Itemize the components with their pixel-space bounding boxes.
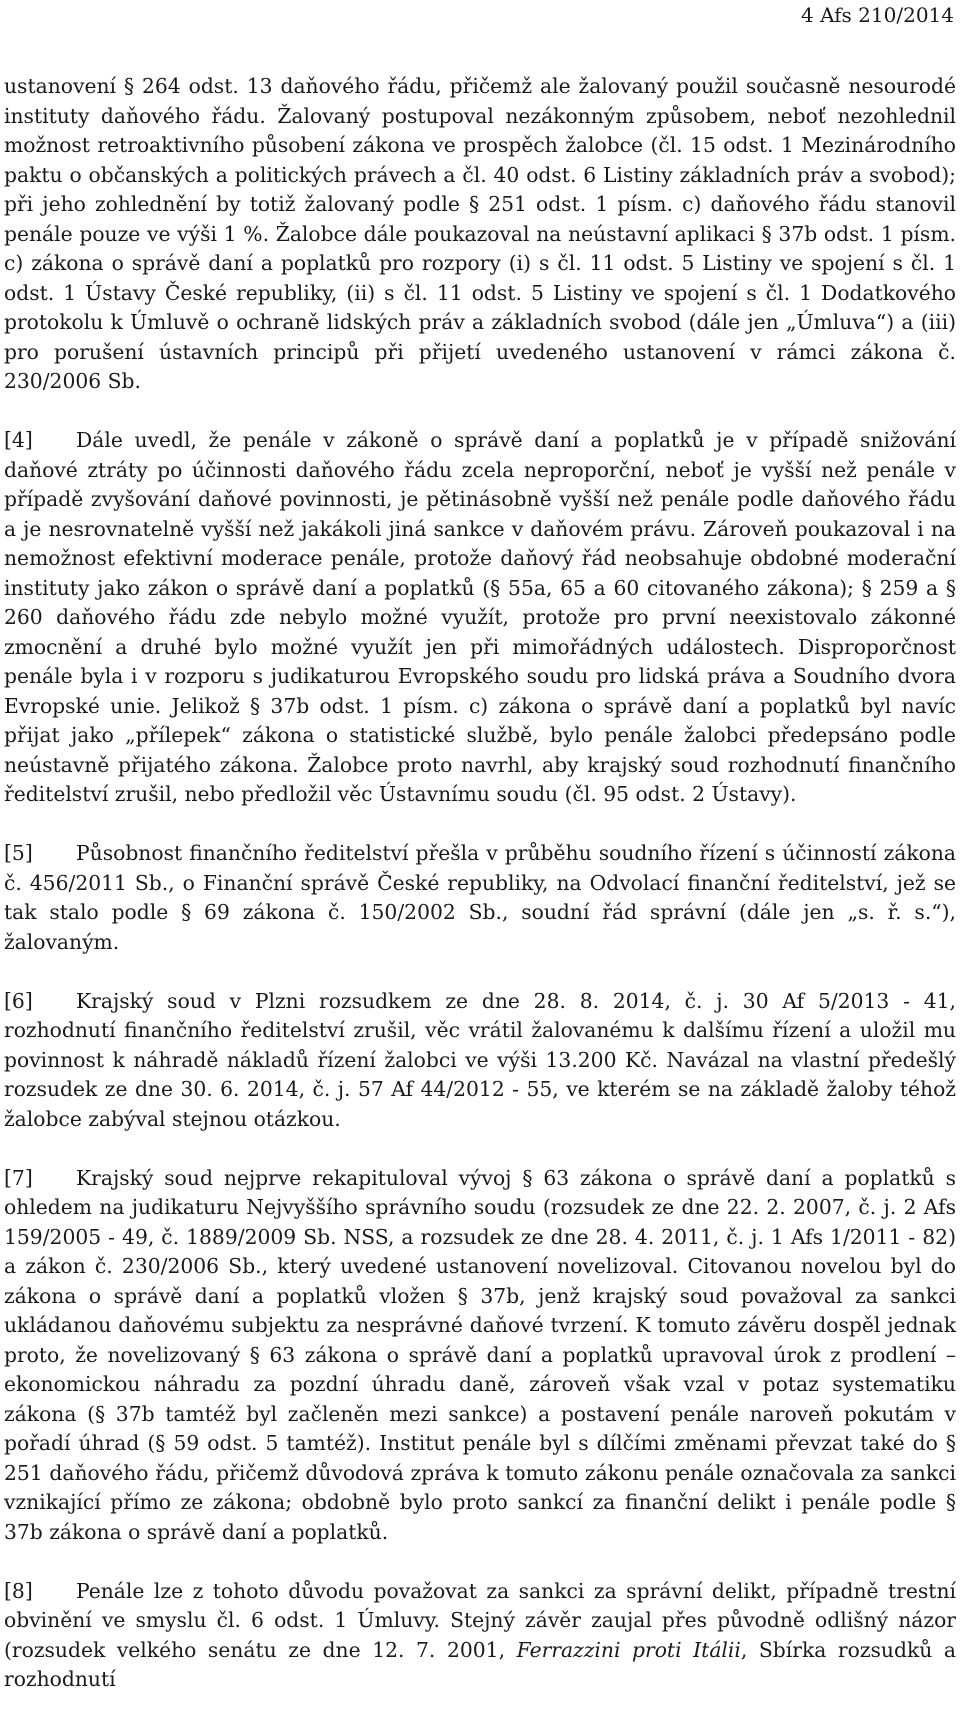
paragraph-8 [4, 1577, 956, 1695]
paragraph-number: [6] [4, 988, 33, 1013]
paragraph-text: Působnost finančního ředitelství přešla v průběhu soudního řízení s účinností zákona č. 456/2011 Sb., o Finanční správě České republiky, na Odvolací finanční ředitelství, jež se tak stalo podle § 69 zákona č. 150/2002 Sb., soudní řád správní (dále jen „s. ř. s.“), žalovaným. [4, 841, 956, 954]
paragraph-number: [4] [4, 428, 33, 452]
paragraph-text: Krajský soud nejprve rekapituloval vývoj § 63 zákona o správě daní a poplatků s ohledem na judikaturu Nejvyššího správního soudu (rozsudek ze dne 22. 2. 2007, č. j. 2 Afs 159/2005 - 49, č. 1889/2009 Sb. NSS, a rozsudek ze dne 28. 4. 2011, č. j. 1 Afs 1/2011 - 82) a zákon č. 230/2006 Sb., který uvedené ustanovení novelizoval. Citovanou novelou byl do zákona o správě daní a poplatků vložen § 37b, jenž krajský soud považoval za sankci ukládanou daňovému subjektu za nesprávné daňové tvrzení. K tomuto závěru dospěl jednak proto, že novelizovaný § 63 zákona o správě daní a poplatků upravoval úrok z prodlení – ekonomickou náhradu za pozdní úhradu daně, zároveň však vzal v potaz systematiku zákona (§ 37b tamtéž byl začleněn mezi sankce) a postavení penále naroveň pokutám v pořadí úhrad (§ 59 odst. 5 tamtéž). Institut penále byl s dílčími změnami převzat také do § 251 daňového řádu, přičemž důvodová zpráva k tomuto zákonu penále označovala za sankci vznikající přímo ze zákona; obdobně bylo proto sankcí za finanční delikt i penále podle § 37b zákona o správě daní a poplatků. [4, 1165, 956, 1544]
case-number-header: 4 Afs 210/2014 [800, 3, 954, 27]
paragraph-text: Krajský soud v Plzni rozsudkem ze dne 28. 8. 2014, č. j. 30 Af 5/2013 - 41, rozhodnutí finančního ředitelství zrušil, věc vrátil žalovanému k dalšímu řízení a uložil mu povinnost k náhradě nákladů řízení žalobci ve výši 13.200 Kč. Navázal na vlastní předešlý rozsudek ze dne 30. 6. 2014, č. j. 57 Af 44/2012 - 55, ve kterém se na základě žaloby téhož žalobce zabýval stejnou otázkou. [4, 988, 956, 1131]
paragraph-number: [7] [4, 1165, 33, 1190]
paragraph-6 [4, 987, 956, 1135]
paragraph-text: Penále lze z tohoto důvodu považovat za sankci za správní delikt, případně trestní obvinění ve smyslu čl. 6 odst. 1 Úmluvy. Stejný závěr zaujal přes původně odlišný názor (rozsudek velkého senátu ze dne 12. 7. 2001, [4, 1578, 956, 1662]
paragraph-text: Dále uvedl, že penále v zákoně o správě daní a poplatků je v případě snižování daňové ztráty po účinnosti daňového řádu zcela neproporční, neboť je vyšší než penále v případě zvyšování daňové povinnosti, je pětinásobně vyšší než penále podle daňového řádu a je nesrovnatelně vyšší než jakákoli jiná sankce v daňovém právu. Zároveň poukazoval i na nemožnost efektivní moderace penále, protože daňový řád neobsahuje obdobné moderační instituty jako zákon o správě daní a poplatků (§ 55a, 65 a 60 citovaného zákona); § 259 a § 260 daňového řádu zde nebylo možné využít, protože pro první neexistovalo zákonné zmocnění a druhé bylo možné využít jen při mimořádných událostech. Disproporčnost penále byla i v rozporu s judikaturou Evropského soudu pro lidská práva a Soudního dvora Evropské unie. Jelikož § 37b odst. 1 písm. c) zákona o správě daní a poplatků byl navíc přijat jako „přílepek“ zákona o statistické službě, bylo penále žalobci předepsáno podle neústavně přijatého zákona. Žalobce proto navrhl, aby krajský soud rozhodnutí finančního ředitelství zrušil, nebo předložil věc Ústavnímu soudu (čl. 95 odst. 2 Ústavy). [4, 428, 956, 806]
paragraph-number: [8] [4, 1578, 33, 1603]
case-name-italic: Ferrazzini proti Itálii [516, 1637, 741, 1662]
paragraph-5 [4, 839, 956, 957]
paragraph-number: [5] [4, 841, 33, 865]
document-body [4, 72, 956, 1724]
paragraph-text-continued: , Sbírka rozsudků a rozhodnutí [4, 1637, 956, 1691]
paragraph-4 [4, 426, 956, 810]
paragraph-7 [4, 1164, 956, 1548]
paragraph-intro: ustanovení § 264 odst. 13 daňového řádu, přičemž ale žalovaný použil současně nesourodé instituty daňového řádu. Žalovaný postupoval nezákonným způsobem, neboť nezohlednil možnost retroaktivního působení zákona ve prospěch žalobce (čl. 15 odst. 1 Mezinárodního paktu o občanských a politických právech a čl. 40 odst. 6 Listiny základních práv a svobod); při jeho zohlednění by totiž žalovaný podle § 251 odst. 1 písm. c) daňového řádu stanovil penále pouze ve výši 1 %. Žalobce dále poukazoval na neústavní aplikaci § 37b odst. 1 písm. c) zákona o správě daní a poplatků pro rozpory (i) s čl. 11 odst. 5 Listiny ve spojení s čl. 1 odst. 1 Ústavy České republiky, (ii) s čl. 11 odst. 5 Listiny ve spojení s čl. 1 Dodatkového protokolu k Úmluvě o ochraně lidských práv a základních svobod (dále jen „Úmluva“) a (iii) pro porušení ústavních principů při přijetí uvedeného ustanovení v rámci zákona č. 230/2006 Sb. [4, 74, 956, 393]
